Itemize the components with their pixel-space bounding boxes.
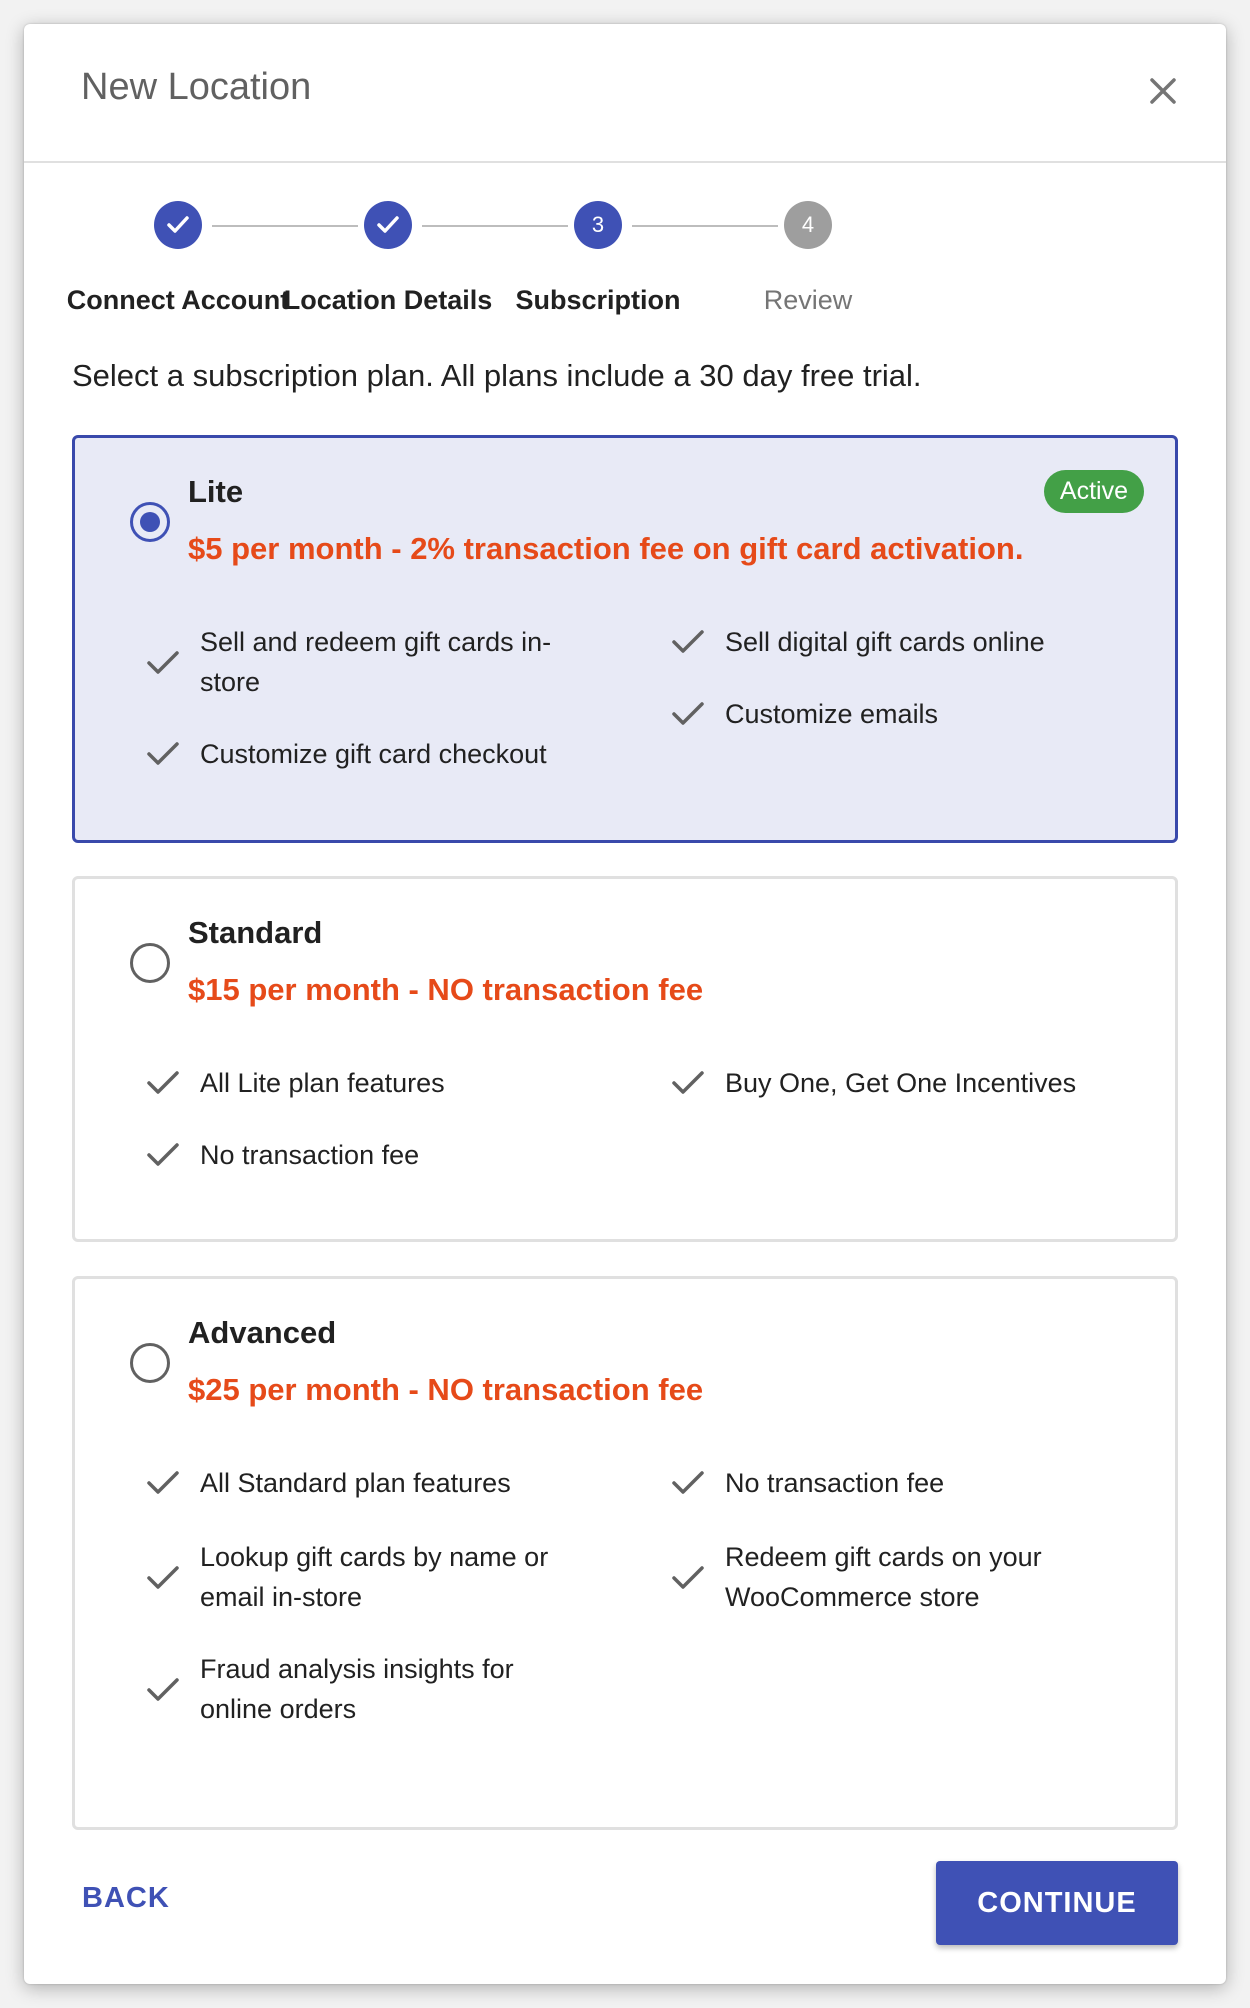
step-label-review: Review bbox=[763, 285, 853, 315]
continue-button[interactable]: CONTINUE bbox=[936, 1861, 1178, 1945]
plan-card-standard[interactable] bbox=[72, 876, 1178, 1242]
active-status-badge: Active bbox=[1044, 470, 1144, 513]
plan-radio-standard[interactable] bbox=[130, 943, 170, 983]
feature-text: All Lite plan features bbox=[200, 1068, 445, 1098]
plan-price: $25 per month - NO transaction fee bbox=[188, 1372, 704, 1407]
check-icon bbox=[143, 1063, 183, 1103]
feature-text: No transaction fee bbox=[725, 1468, 945, 1498]
check-icon bbox=[668, 1558, 708, 1598]
step-connector bbox=[212, 225, 358, 227]
plan-card-advanced[interactable] bbox=[72, 1276, 1178, 1830]
feature-text: Fraud analysis insights for online orders bbox=[200, 1654, 514, 1724]
feature-text: Sell digital gift cards online bbox=[725, 627, 1045, 657]
plan-name: Standard bbox=[188, 915, 323, 950]
plan-price: $5 per month - 2% transaction fee on gift card activation. bbox=[188, 531, 1024, 566]
check-icon bbox=[143, 1670, 183, 1710]
feature-text: Sell and redeem gift cards in-store bbox=[200, 627, 552, 697]
feature-text: No transaction fee bbox=[200, 1140, 420, 1170]
check-icon bbox=[143, 1135, 183, 1175]
feature-text: Customize emails bbox=[725, 699, 939, 729]
check-icon bbox=[143, 1558, 183, 1598]
step-connector bbox=[422, 225, 568, 227]
plan-name: Advanced bbox=[188, 1315, 337, 1350]
feature-text: All Standard plan features bbox=[200, 1468, 511, 1498]
back-button[interactable]: BACK bbox=[82, 1882, 170, 1914]
check-icon bbox=[668, 622, 708, 662]
feature-text: Lookup gift cards by name or email in-store bbox=[200, 1542, 549, 1612]
step-connector bbox=[632, 225, 778, 227]
check-icon bbox=[668, 1463, 708, 1503]
step-label-location-details: Location Details bbox=[283, 285, 493, 315]
new-location-dialog bbox=[24, 24, 1226, 1984]
plan-radio-advanced[interactable] bbox=[130, 1343, 170, 1383]
dialog-header bbox=[24, 24, 1226, 163]
plan-radio-lite[interactable] bbox=[130, 502, 170, 542]
step-label-connect-account: Connect Account bbox=[66, 285, 290, 315]
feature-text: Customize gift card checkout bbox=[200, 739, 547, 769]
plan-card-lite[interactable] bbox=[72, 435, 1178, 843]
check-icon bbox=[143, 734, 183, 774]
dialog-title: New Location bbox=[81, 66, 312, 108]
check-icon bbox=[668, 694, 708, 734]
step-1-check-icon bbox=[154, 201, 202, 249]
feature-text: Buy One, Get One Incentives bbox=[725, 1068, 1077, 1098]
check-icon bbox=[143, 1463, 183, 1503]
feature-text: Redeem gift cards on your WooCommerce store bbox=[725, 1542, 1042, 1612]
step-2-check-icon bbox=[364, 201, 412, 249]
plan-price: $15 per month - NO transaction fee bbox=[188, 972, 704, 1007]
step-label-subscription: Subscription bbox=[515, 285, 681, 315]
close-icon[interactable] bbox=[1140, 68, 1186, 114]
check-icon bbox=[668, 1063, 708, 1103]
instructions-text: Select a subscription plan. All plans include a 30 day free trial. bbox=[72, 358, 922, 393]
plan-name: Lite bbox=[188, 474, 244, 509]
check-icon bbox=[143, 643, 183, 683]
step-4-number: 4 bbox=[784, 201, 832, 249]
step-3-number: 3 bbox=[574, 201, 622, 249]
